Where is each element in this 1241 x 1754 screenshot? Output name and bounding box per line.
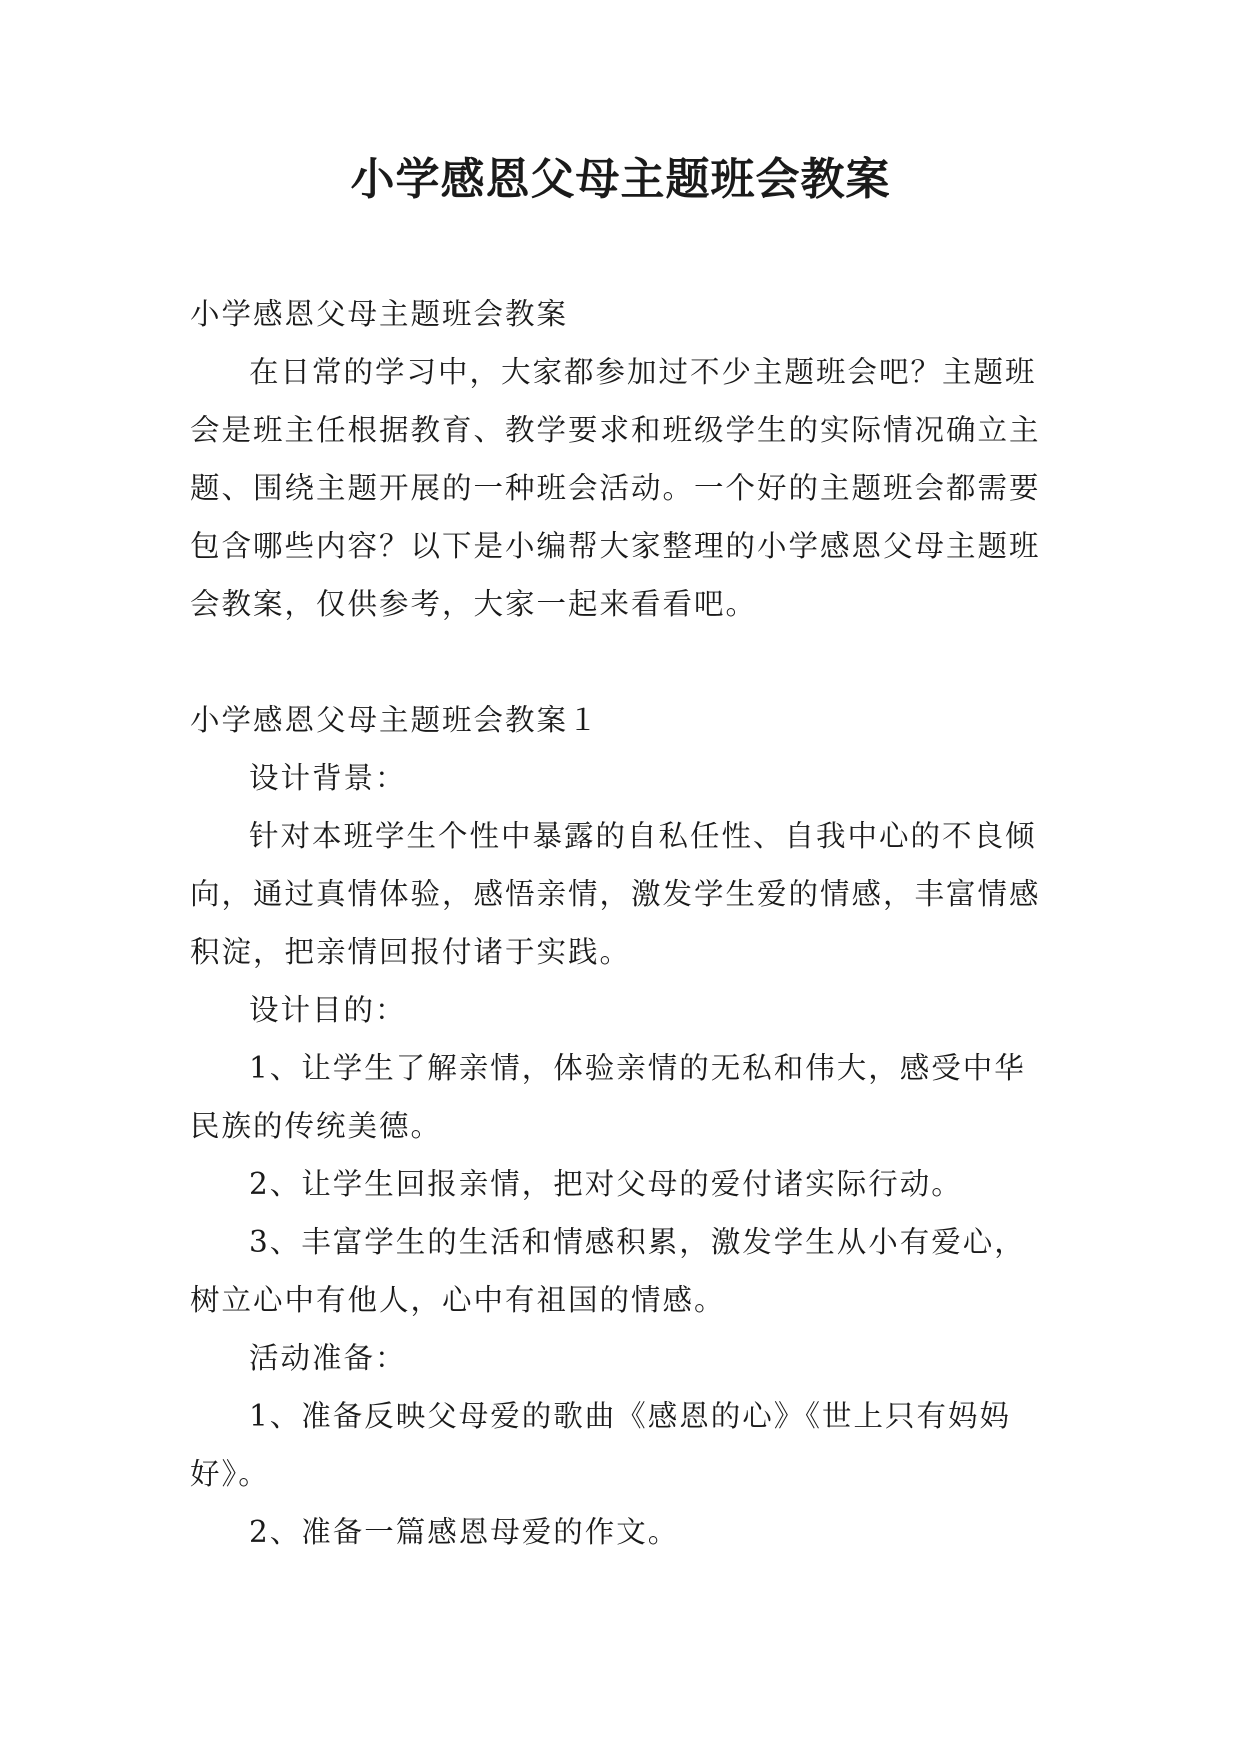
intro-paragraph: 在日常的学习中，大家都参加过不少主题班会吧？主题班会是班主任根据教育、教学要求和班级学生的实际情况确立主题、围绕主题开展的一种班会活动。一个好的主题班会都需要包含哪些内容？以下是小编帮大家整理的小学感恩父母主题班会教案，仅供参考，大家一起来看看吧。 xyxy=(190,355,1041,621)
document-body xyxy=(190,285,1052,1561)
goal-item-3: 3、丰富学生的生活和情感积累，激发学生从小有爱心，树立心中有他人，心中有祖国的情感。 xyxy=(190,1225,1026,1317)
preparation-item-2: 2、准备一篇感恩母爱的作文。 xyxy=(249,1515,680,1549)
subheading-design-goal: 设计目的： xyxy=(249,993,407,1027)
goal-item-1: 1、让学生了解亲情，体验亲情的无私和伟大，感受中华民族的传统美德。 xyxy=(190,1051,1026,1143)
preparation-item-1: 1、准备反映父母爱的歌曲《感恩的心》《世上只有妈妈好》。 xyxy=(190,1399,1012,1491)
section-heading: 小学感恩父母主题班会教案１ xyxy=(190,703,600,737)
document-title: 小学感恩父母主题班会教案 xyxy=(350,154,891,205)
intro-heading: 小学感恩父母主题班会教案 xyxy=(190,297,569,331)
goal-item-2: 2、让学生回报亲情，把对父母的爱付诸实际行动。 xyxy=(249,1167,963,1201)
spacer xyxy=(190,633,1052,691)
subheading-preparation: 活动准备： xyxy=(249,1341,407,1375)
subheading-design-background: 设计背景： xyxy=(249,761,407,795)
paragraph-design-background: 针对本班学生个性中暴露的自私任性、自我中心的不良倾向，通过真情体验，感悟亲情，激发学生爱的情感，丰富情感积淀，把亲情回报付诸于实践。 xyxy=(190,819,1041,969)
